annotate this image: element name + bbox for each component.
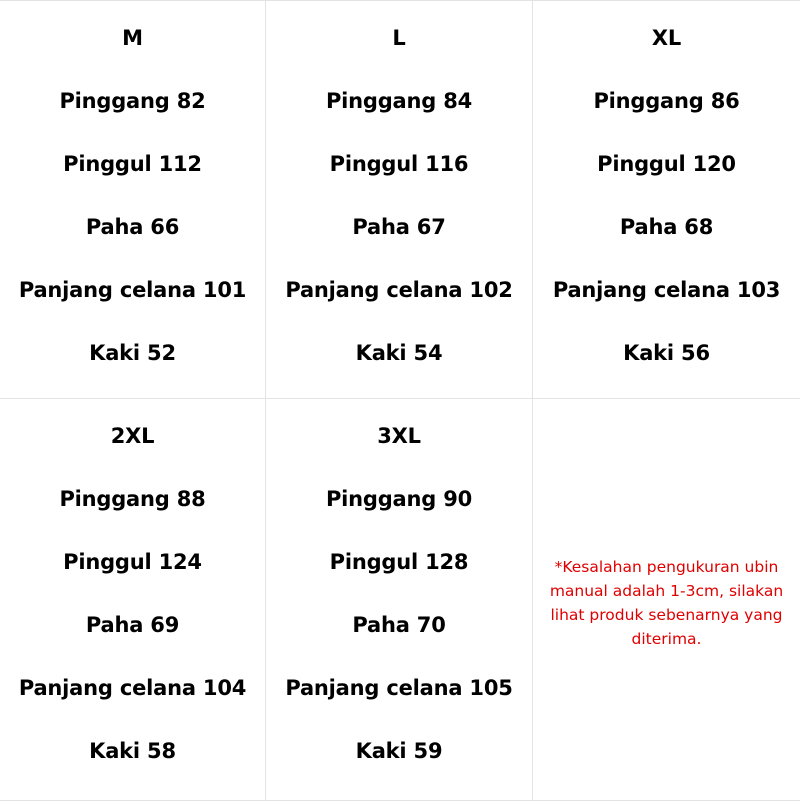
- waist-measurement: Pinggang 90: [325, 487, 473, 511]
- thigh-measurement: Paha 69: [85, 613, 180, 637]
- waist-measurement: Pinggang 86: [593, 89, 740, 113]
- length-measurement: Panjang celana 103: [552, 278, 781, 302]
- hip-measurement: Pinggul 116: [329, 152, 469, 176]
- size-label: 2XL: [110, 424, 155, 448]
- size-block: [266, 1, 532, 370]
- hip-measurement: Pinggul 112: [63, 152, 202, 176]
- size-cell-m: [0, 1, 266, 399]
- length-measurement: Panjang celana 101: [18, 278, 247, 302]
- size-label: 3XL: [377, 424, 421, 448]
- thigh-measurement: Paha 66: [85, 215, 180, 239]
- waist-measurement: Pinggang 84: [325, 89, 473, 113]
- size-label: M: [122, 26, 143, 50]
- size-block: [533, 1, 800, 370]
- hip-measurement: Pinggul 120: [597, 152, 736, 176]
- leg-opening-measurement: Kaki 54: [355, 341, 443, 365]
- hip-measurement: Pinggul 128: [329, 550, 469, 574]
- waist-measurement: Pinggang 82: [59, 89, 206, 113]
- thigh-measurement: Paha 70: [352, 613, 446, 637]
- leg-opening-measurement: Kaki 59: [355, 739, 443, 763]
- leg-opening-measurement: Kaki 58: [89, 739, 176, 763]
- thigh-measurement: Paha 67: [352, 215, 446, 239]
- size-block: [0, 399, 265, 768]
- size-label: L: [392, 26, 406, 50]
- length-measurement: Panjang celana 105: [285, 676, 513, 700]
- leg-opening-measurement: Kaki 52: [89, 341, 176, 365]
- waist-measurement: Pinggang 88: [59, 487, 206, 511]
- size-block: [0, 1, 265, 370]
- length-measurement: Panjang celana 102: [285, 278, 513, 302]
- size-cell-2xl: [0, 399, 266, 801]
- hip-measurement: Pinggul 124: [63, 550, 202, 574]
- size-cell-3xl: [266, 399, 533, 801]
- size-cell-xl: [533, 1, 800, 399]
- size-block: [266, 399, 532, 768]
- note-cell: [533, 399, 800, 801]
- size-label: XL: [651, 26, 682, 50]
- thigh-measurement: Paha 68: [619, 215, 714, 239]
- size-cell-l: [266, 1, 533, 399]
- length-measurement: Panjang celana 104: [18, 676, 247, 700]
- measurement-disclaimer: *Kesalahan pengukuran ubin manual adalah 1-3cm, silakan lihat produk sebenarnya yang diterima.: [549, 557, 784, 648]
- leg-opening-measurement: Kaki 56: [623, 341, 710, 365]
